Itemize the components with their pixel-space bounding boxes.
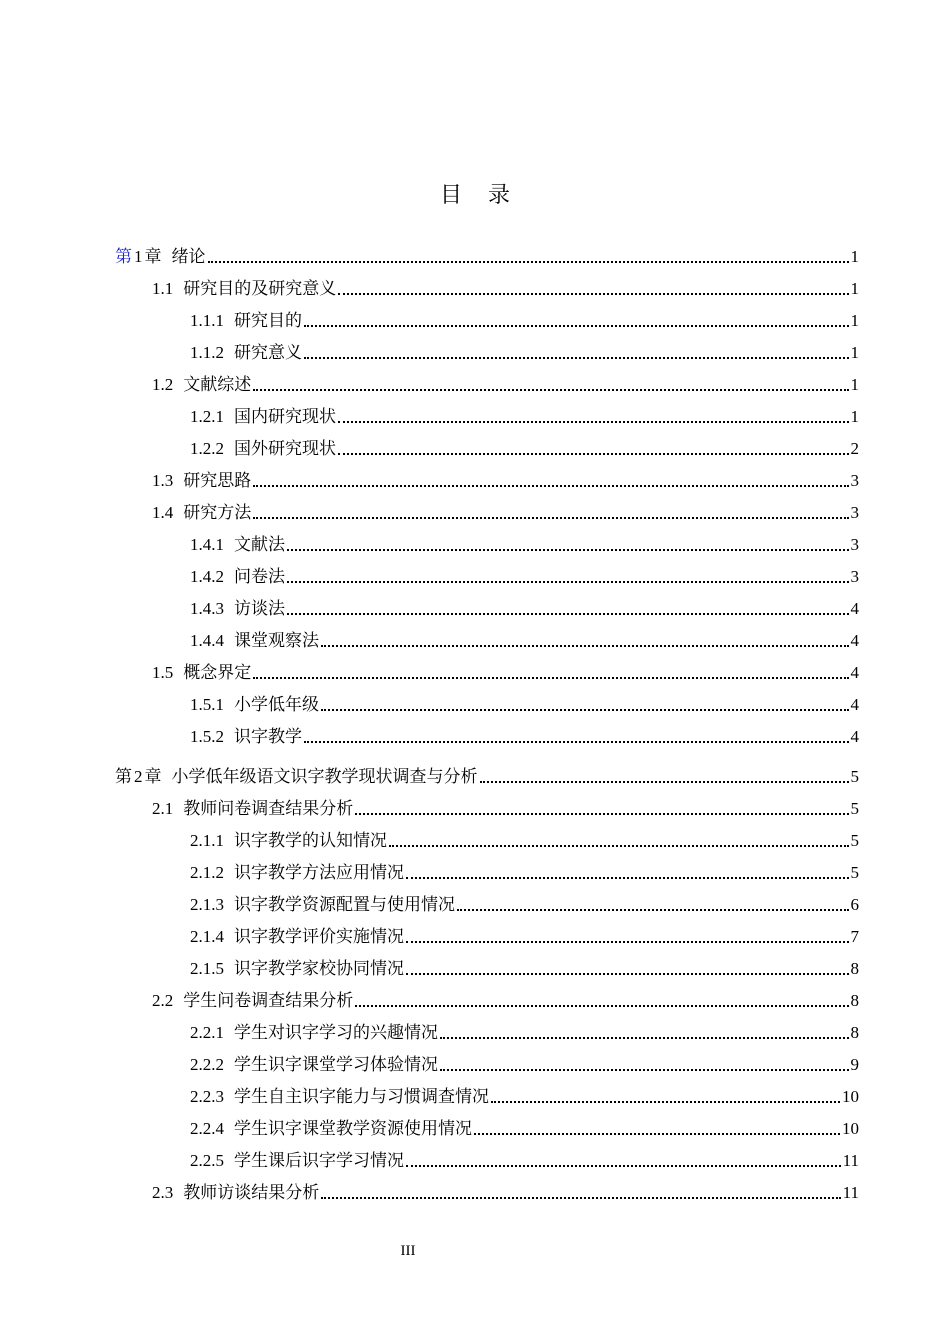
toc-entry-page: 3 xyxy=(850,535,859,554)
toc-entry-page: 1 xyxy=(850,375,859,394)
dot-leader xyxy=(287,581,849,583)
toc-entry-number: 2.2.3 xyxy=(190,1087,224,1106)
toc-entry-number: 1.1.2 xyxy=(190,343,224,362)
toc-entry-page: 9 xyxy=(850,1055,859,1074)
dot-leader xyxy=(304,741,849,743)
toc-entry-page: 4 xyxy=(850,631,859,650)
dot-leader xyxy=(355,1005,848,1007)
dot-leader xyxy=(406,877,849,879)
dot-leader xyxy=(321,645,849,647)
toc-entry-label: 研究目的及研究意义 xyxy=(183,279,337,298)
toc-entry-number: 1.5.1 xyxy=(190,695,224,714)
toc-entry-number: 1.4 xyxy=(152,503,174,522)
toc-entry-number: 2.2.2 xyxy=(190,1055,224,1074)
toc-entry[interactable] xyxy=(190,530,859,560)
toc-entry[interactable] xyxy=(190,594,859,624)
dot-leader xyxy=(321,1197,840,1199)
toc-entry[interactable] xyxy=(190,562,859,592)
toc-entry-label: 国外研究现状 xyxy=(234,439,336,458)
dot-leader xyxy=(287,613,849,615)
toc-entry-label: 识字教学方法应用情况 xyxy=(234,863,404,882)
toc-entry[interactable] xyxy=(152,370,859,400)
toc-entry[interactable] xyxy=(190,402,859,432)
toc-entry-label: 学生问卷调查结果分析 xyxy=(183,991,354,1010)
toc-entry-number: 2.3 xyxy=(152,1183,174,1202)
toc-entry-number: 1.3 xyxy=(152,471,174,490)
toc-entry[interactable] xyxy=(190,922,859,952)
toc-entry-page: 5 xyxy=(850,799,859,818)
toc-entry-label: 课堂观察法 xyxy=(234,631,319,650)
toc-entry-page: 3 xyxy=(850,503,859,522)
toc-entry[interactable] xyxy=(152,466,859,496)
dot-leader xyxy=(338,421,849,423)
toc-entry-page: 5 xyxy=(850,831,859,850)
toc-entry-number: 2.1.2 xyxy=(190,863,224,882)
dot-leader xyxy=(474,1133,840,1135)
toc-title xyxy=(0,178,950,209)
toc-entry-number: 1.1 xyxy=(152,279,174,298)
toc-title-left: 目 xyxy=(439,183,462,208)
toc-entry-page: 10 xyxy=(842,1119,859,1138)
toc-entry-number: 2.1.3 xyxy=(190,895,224,914)
toc-entry-number: 1.2.2 xyxy=(190,439,224,458)
toc-entry-page: 8 xyxy=(850,959,859,978)
dot-leader xyxy=(338,453,849,455)
toc-entry-label: 问卷法 xyxy=(234,567,285,586)
toc-entry[interactable] xyxy=(190,626,859,656)
toc-entry-page: 1 xyxy=(850,279,859,298)
toc-entry[interactable] xyxy=(152,658,859,688)
toc-entry-number: 2.2.4 xyxy=(190,1119,224,1138)
page-number: III xyxy=(400,1243,416,1259)
toc-entry-page: 1 xyxy=(850,311,859,330)
chapter-prefix: 第 xyxy=(115,247,132,267)
toc-entry-label: 学生对识字学习的兴趣情况 xyxy=(234,1023,438,1042)
toc-entry-label: 小学低年级语文识字教学现状调查与分析 xyxy=(171,767,478,787)
toc-entry-page: 10 xyxy=(842,1087,859,1106)
dot-leader xyxy=(338,293,848,295)
toc-entry-number: 1.4.3 xyxy=(190,599,224,618)
toc-entry[interactable] xyxy=(152,986,859,1016)
toc-entry[interactable] xyxy=(190,826,859,856)
toc-entry-label: 概念界定 xyxy=(183,663,252,682)
toc-entry-page: 8 xyxy=(850,1023,859,1042)
toc-entry[interactable] xyxy=(190,690,859,720)
toc-entry[interactable] xyxy=(190,1050,859,1080)
toc-entry-page: 4 xyxy=(850,695,859,714)
toc-entry-number: 2.2.1 xyxy=(190,1023,224,1042)
dot-leader xyxy=(321,709,849,711)
toc-entry-label: 识字教学资源配置与使用情况 xyxy=(234,895,455,914)
toc-entry[interactable] xyxy=(115,762,859,792)
toc-entry-page: 8 xyxy=(850,991,859,1010)
toc-entry-label: 学生识字课堂教学资源使用情况 xyxy=(234,1119,472,1138)
toc-entry-page: 4 xyxy=(850,663,859,682)
toc-entry-page: 3 xyxy=(850,471,859,490)
chapter-suffix: 章 xyxy=(144,767,162,787)
toc-entry-page: 2 xyxy=(850,439,859,458)
dot-leader xyxy=(304,325,849,327)
toc-entry-page: 4 xyxy=(850,727,859,746)
toc-entry-page: 4 xyxy=(850,599,859,618)
toc-entry[interactable] xyxy=(190,722,859,752)
toc-entry-page: 5 xyxy=(850,767,859,786)
dot-leader xyxy=(253,517,848,519)
toc-entry-number: 2.2 xyxy=(152,991,174,1010)
dot-leader xyxy=(304,357,849,359)
toc-entry-number xyxy=(115,762,162,792)
toc-entry[interactable] xyxy=(152,1178,859,1208)
toc-entry-page: 1 xyxy=(850,247,859,266)
toc-entry-label: 绪论 xyxy=(171,247,206,267)
toc-entry-number: 1.5.2 xyxy=(190,727,224,746)
toc-entry-page: 6 xyxy=(850,895,859,914)
dot-leader xyxy=(406,1165,841,1167)
toc-entry[interactable] xyxy=(190,1018,859,1048)
toc-entry-label: 研究意义 xyxy=(234,343,302,362)
toc-entry-number: 2.1.1 xyxy=(190,831,224,850)
chapter-suffix: 章 xyxy=(144,247,162,267)
dot-leader xyxy=(389,845,849,847)
toc-entry-number: 1.5 xyxy=(152,663,174,682)
toc-entry-number: 1.4.4 xyxy=(190,631,224,650)
toc-entry-label: 文献综述 xyxy=(183,375,252,394)
toc-entry[interactable] xyxy=(190,306,859,336)
toc-entry-label: 研究方法 xyxy=(183,503,252,522)
dot-leader xyxy=(491,1101,840,1103)
toc-entry-label: 研究目的 xyxy=(234,311,302,330)
toc-entry-number xyxy=(115,242,162,272)
toc-entry[interactable] xyxy=(115,242,859,272)
toc-entry-number: 2.1 xyxy=(152,799,174,818)
toc-title-right: 录 xyxy=(488,183,511,208)
toc-entry-label: 国内研究现状 xyxy=(234,407,336,426)
toc-entry-number: 2.2.5 xyxy=(190,1151,224,1170)
toc-entry-label: 文献法 xyxy=(234,535,285,554)
dot-leader xyxy=(440,1069,849,1071)
toc-entry[interactable] xyxy=(190,1114,859,1144)
toc-entry-label: 识字教学 xyxy=(234,727,302,746)
chapter-number: 2 xyxy=(134,767,143,786)
toc-entry-page: 1 xyxy=(850,407,859,426)
toc-entry-label: 教师访谈结果分析 xyxy=(183,1183,320,1202)
toc-entry-number: 2.1.5 xyxy=(190,959,224,978)
chapter-number: 1 xyxy=(134,247,143,266)
dot-leader xyxy=(440,1037,849,1039)
toc-entry-page: 7 xyxy=(850,927,859,946)
toc-entry-label: 研究思路 xyxy=(183,471,252,490)
toc-entry[interactable] xyxy=(190,890,859,920)
toc-entry-label: 访谈法 xyxy=(234,599,285,618)
toc-entry[interactable] xyxy=(190,1082,859,1112)
toc-entry-label: 学生自主识字能力与习惯调查情况 xyxy=(234,1087,489,1106)
dot-leader xyxy=(253,389,848,391)
toc-entry[interactable] xyxy=(190,1146,859,1176)
toc-entry-label: 教师问卷调查结果分析 xyxy=(183,799,354,818)
toc-entry-number: 1.1.1 xyxy=(190,311,224,330)
chapter-prefix: 第 xyxy=(115,767,132,787)
toc-entry[interactable] xyxy=(152,498,859,528)
toc-entry-label: 识字教学的认知情况 xyxy=(234,831,387,850)
toc-entry-number: 1.2.1 xyxy=(190,407,224,426)
toc-entry[interactable] xyxy=(190,954,859,984)
dot-leader xyxy=(253,677,848,679)
dot-leader xyxy=(355,813,848,815)
dot-leader xyxy=(208,261,849,263)
toc-entry-label: 小学低年级 xyxy=(234,695,319,714)
toc-entry-number: 1.2 xyxy=(152,375,174,394)
dot-leader xyxy=(406,973,849,975)
toc-entry-number: 2.1.4 xyxy=(190,927,224,946)
dot-leader xyxy=(480,781,849,783)
toc-entry-number: 1.4.1 xyxy=(190,535,224,554)
toc-entry-number: 1.4.2 xyxy=(190,567,224,586)
toc-entry-label: 学生课后识字学习情况 xyxy=(234,1151,404,1170)
dot-leader xyxy=(287,549,849,551)
toc-entry[interactable] xyxy=(152,274,859,304)
toc-entry-page: 11 xyxy=(842,1183,859,1202)
dot-leader xyxy=(457,909,849,911)
toc-entry[interactable] xyxy=(190,434,859,464)
toc-entry[interactable] xyxy=(190,338,859,368)
toc-entry-label: 识字教学家校协同情况 xyxy=(234,959,404,978)
dot-leader xyxy=(253,485,848,487)
toc-entry[interactable] xyxy=(190,858,859,888)
toc-entry-label: 学生识字课堂学习体验情况 xyxy=(234,1055,438,1074)
dot-leader xyxy=(406,941,849,943)
toc-entry-page: 3 xyxy=(850,567,859,586)
toc-entry-page: 5 xyxy=(850,863,859,882)
toc-entry-page: 11 xyxy=(842,1151,859,1170)
toc-entry[interactable] xyxy=(152,794,859,824)
toc-entry-page: 1 xyxy=(850,343,859,362)
toc-entry-label: 识字教学评价实施情况 xyxy=(234,927,404,946)
